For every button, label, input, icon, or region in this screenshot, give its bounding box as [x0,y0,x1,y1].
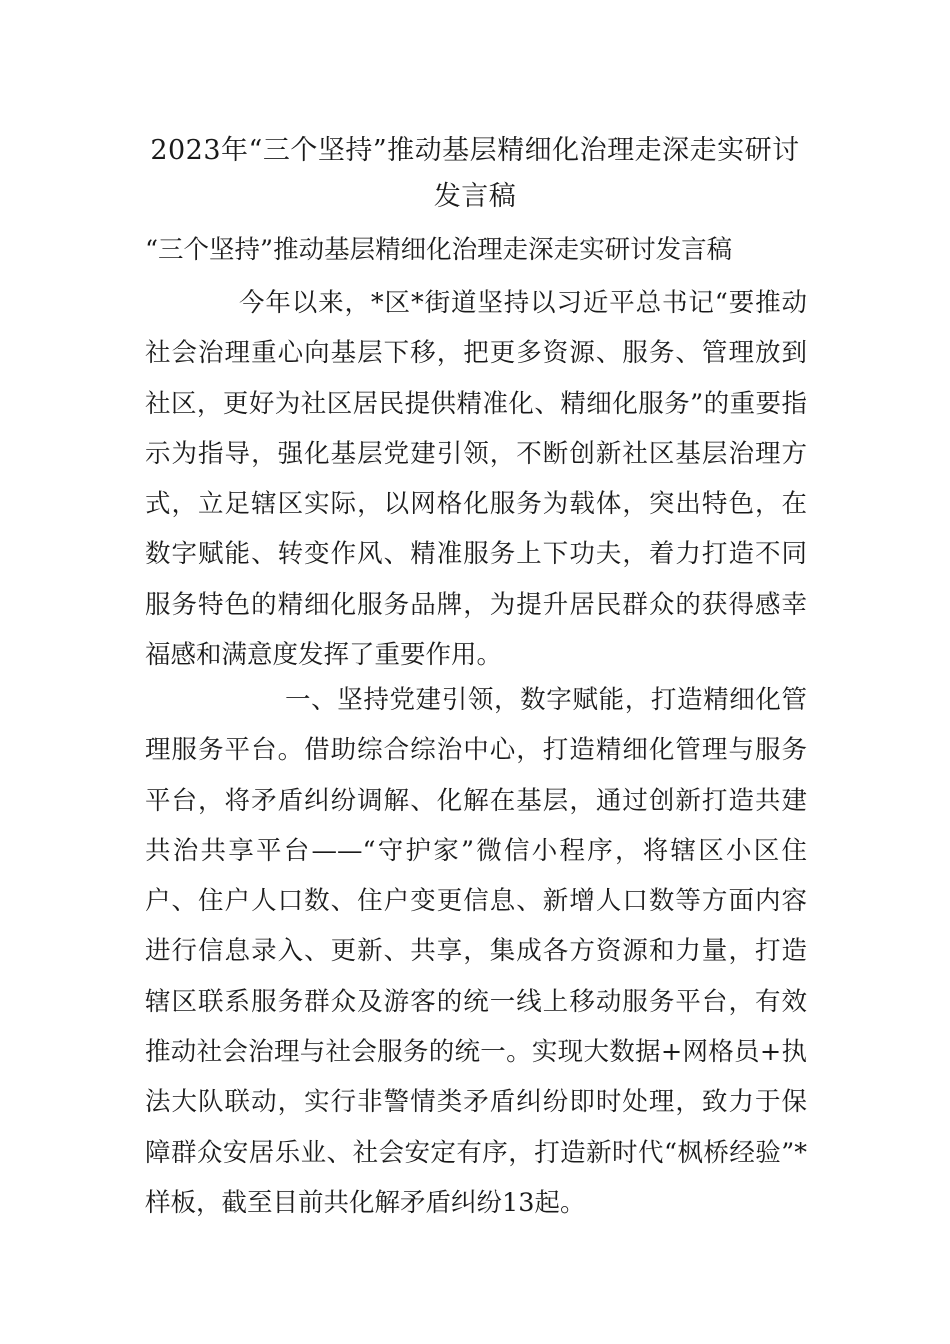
document-title: 2023年“三个坚持”推动基层精细化治理走深走实研讨发言稿 [150,135,800,212]
body-paragraph-intro: 今年以来，*区*街道坚持以习近平总书记“要推动社会治理重心向基层下移，把更多资源、服务、管理放到社区，更好为社区居民提供精准化、精细化服务”的重要指示为指导，强化基层党建引领，不断创新社区基层治理方式，立足辖区实际，以网格化服务为载体，突出特色，在数字赋能、转变作风、精准服务上下功夫，着力打造不同服务特色的精细化服务品牌，为提升居民群众的获得感幸福感和满意度发挥了重要作用。 [145,288,807,671]
body-paragraph-section-one: 一、坚持党建引领，数字赋能，打造精细化管理服务平台。借助综合综治中心，打造精细化管理与服务平台，将矛盾纠纷调解、化解在基层，通过创新打造共建共治共享平台——“守护家”微信小程序，将辖区小区住户、住户人口数、住户变更信息、新增人口数等方面内容进行信息录入、更新、共享，集成各方资源和力量，打造辖区联系服务群众及游客的统一线上移动服务平台，有效推动社会治理与社会服务的统一。实现大数据+网格员+执法大队联动，实行非警情类矛盾纠纷即时处理，致力于保障群众安居乐业、社会安定有序，打造新时代“枫桥经验”*样板，截至目前共化解矛盾纠纷13起。 [145,685,807,1218]
document-subtitle: “三个坚持”推动基层精细化治理走深走实研讨发言稿 [145,235,733,265]
